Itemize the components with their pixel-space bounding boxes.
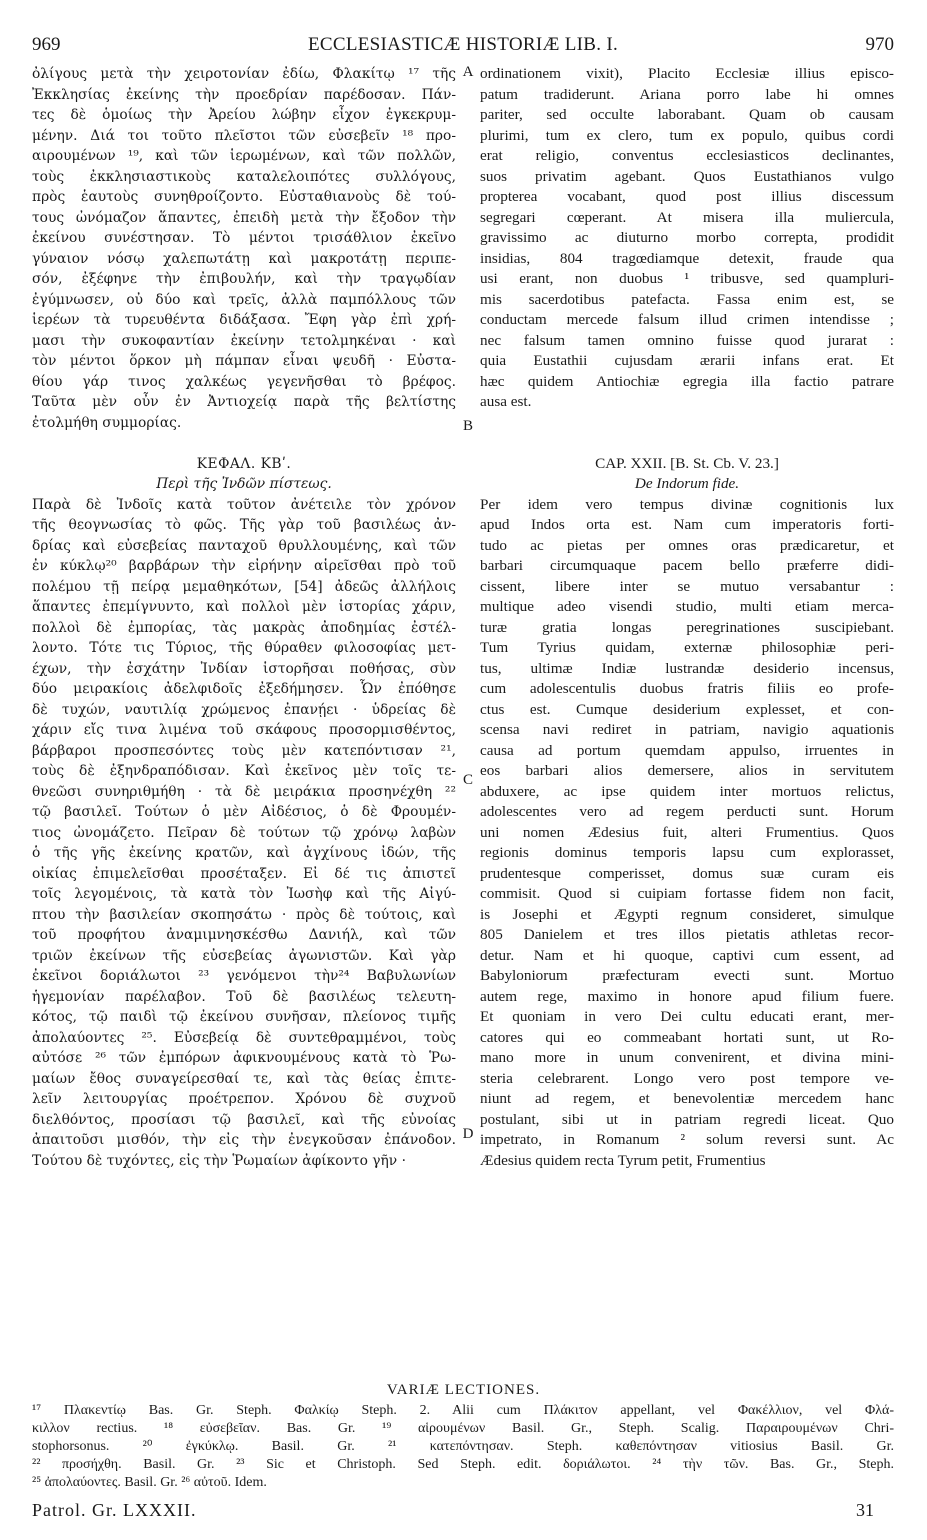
latin-text-line: prudentesque comperisset, domus suæ curam eis — [480, 864, 894, 882]
greek-text-line: ΚΕΦΑΛ. ΚΒʹ. — [196, 455, 292, 472]
latin-text-line: segregari cœperant. At misera illa muliercula, — [480, 208, 894, 226]
latin-text-line: Babyloniorum præfecturam evecti sunt. Mortuo — [480, 967, 894, 984]
variant-note-line: ²² προσήχθη. Basil. Gr. ²³ Sic et Christoph. Sed Steph. edit. δοριάλωτοι. ²⁴ τὴν τῶν. Bas. Gr., Steph. — [32, 1457, 894, 1472]
footer-sheet-number: 31 — [856, 1500, 874, 1520]
greek-text-line: χάριν εἴς τινα λιμένα τοῦ σκάφους προσορμισθέντος, — [32, 722, 456, 738]
margin-letter-b: B — [462, 418, 473, 434]
greek-text-line: ἀπολαύοντες ²⁵. Εὐσεβείᾳ δὲ συντεθραμμένοι, τοὺς — [32, 1029, 456, 1046]
latin-text-line: nec falsum tamen omnino fuisse quod jurarat : — [480, 331, 894, 349]
greek-text-line: τριῶν ἐκείνων τῆς εὐσεβείας ἀγωνιστῶν. Καὶ γὰρ — [32, 947, 456, 964]
variant-note-line: κιλλον rectius. ¹⁸ εὐσεβεῖαν. Bas. Gr. ¹⁹ αἱρουμένων Basil. Gr., Steph. Scalig. Παραιρουμένων Chri- — [32, 1421, 894, 1436]
greek-text-line: λοντο. Τότε τις Τύριος, τῆς θύραθεν φιλοσοφίας μετ- — [32, 640, 456, 656]
latin-text-line: 805 Danielem et tres illos pietatis athletas recor- — [480, 926, 894, 943]
greek-text-line: θνεῶσι συνηριθμήθη · τὰ δὲ μειράκια προσηνέχθη ²² — [32, 783, 456, 800]
greek-text-line: ἡγεμονίαν παρέλαβον. Τοῦ δὲ βασιλέως τελευτη- — [32, 988, 456, 1005]
latin-text-line: ordinationem vixit), Placito Ecclesiæ illius episco- — [480, 65, 894, 82]
latin-text-line: turæ gratia longas peregrinationes suscipiebant. — [480, 618, 894, 636]
greek-text-line: Παρὰ δὲ Ἰνδοῖς κατὰ τοῦτον ἀνέτειλε τὸν χρόνον — [32, 496, 456, 513]
latin-text-line — [480, 433, 894, 454]
latin-text-line: quia Eustathii cujusdam ærarii infans erat. Et — [480, 352, 894, 369]
margin-letter-c: C — [462, 772, 473, 788]
latin-text-line: tudo ac pietas per omnes oras prædicaretur, et — [480, 536, 894, 554]
latin-text-line: barbari circumquaque pacem bello præferre didi- — [480, 557, 894, 574]
latin-text-line: causa ad portum quemdam appulso, irruentes in — [480, 741, 894, 759]
latin-text-line: cissent, libere inter se mutuo versabantur : — [480, 577, 894, 595]
greek-text-line: ἐτολμήθη συμμορίας. — [32, 414, 182, 431]
greek-text-line: πολέμου τῇ πείρᾳ μεμαθηκότων, [54] ἀδεῶς ἀλλήλοις — [32, 578, 456, 595]
variant-note-line: ¹⁷ Πλακεντίῳ Bas. Gr. Steph. Φαλκίῳ Steph. 2. Alii cum Πλάκιτον appellant, vel Φακέλλιον, vel Φλά- — [32, 1403, 894, 1418]
greek-text-line: πτου τὴν βασιλείαν σκοπησάτω · πρὸς δὲ τούτοις, καὶ — [32, 906, 456, 923]
footer-volume: Patrol. Gr. LXXXII. — [32, 1500, 197, 1520]
page-footer — [32, 1500, 894, 1524]
greek-text-line: μαίων ἔθος συναγείρεσθαί τε, καὶ τὰς θείας ἐπιτε- — [32, 1070, 456, 1087]
greek-text-line: ὀλίγους μετὰ τὴν χειροτονίαν ἐδίω, Φλακίτῳ ¹⁷ τῆς — [32, 66, 456, 82]
latin-text-line: Ædesius quidem recta Tyrum petit, Frumentius — [480, 1151, 766, 1169]
greek-text-line: τῆς θεογνωσίας τὸ φῶς. Τῆς γὰρ τοῦ βασιλέως ἀν- — [32, 517, 456, 533]
latin-text-line: eos barbari alios demersere, alios in servitutem — [480, 762, 894, 779]
latin-text-line: ctus est. Cumque desiderium explesset, et con- — [480, 700, 894, 718]
latin-text-line: regionis dominus temporis lapsu cum explorasset, — [480, 844, 894, 861]
greek-text-line: διελθόντος, προσίασι τῷ βασιλεῖ, καὶ τῆς εὐνοίας — [32, 1111, 456, 1128]
latin-text-line: detur. Nam et hi quoque, captivi cum essent, ad — [480, 946, 894, 964]
greek-text-line: δὲ τυχών, ναυτιλίᾳ χρώμενος ἐπανῄει · ὑδρείας δὲ — [32, 701, 456, 718]
latin-text-line: mis sacerdotibus patefacta. Fassa enim est, se — [480, 290, 894, 308]
greek-text-line: έχων, τὴν ἐσχάτην Ἰνδίαν ἱστορῆσαι ποθήσας, σὺν — [32, 660, 456, 677]
running-title: ECCLESIASTICÆ HISTORIÆ LIB. I. — [307, 34, 619, 55]
greek-text-line: δύο μειρακίοις ἀδελφιδοῖς ἐξεδήμησεν. Ὧν ἐπόθησε — [32, 681, 456, 697]
greek-text-line: αὐτόσε ²⁶ τῶν ἐμπόρων ἀφικνουμένους κατὰ τὸ Ῥω- — [32, 1050, 456, 1066]
latin-text-line: adolescentes vero ad regem perducti sunt. Horum — [480, 803, 894, 820]
greek-text-line: Τούτου δὲ τυχόντες, εἰς τὴν Ῥωμαίων ἀφίκοντο γῆν · — [32, 1152, 406, 1169]
greek-text-line: Περὶ τῆς Ἰνδῶν πίστεως. — [156, 476, 332, 492]
latin-text-line: is Josephi et Ægypti regnum consideret, simulque — [480, 905, 894, 923]
greek-text-line: πρὸς ἑαυτοὺς συνηθροίζοντο. Εὐσταθιανοὺς δὲ τού- — [32, 189, 456, 205]
greek-text-line: Ἐκκλησίας ἐκείνης τὴν προεδρίαν παρέδοσαν. Πάν- — [32, 86, 456, 103]
greek-text-line: κότος, τῷ παιδὶ τῷ ἐκείνου συνῆσαν, πλείονος τιμῆς — [32, 1009, 456, 1025]
latin-text-line: ausa est. — [480, 393, 532, 410]
greek-text-line: ἀπαιτοῦσι μισθόν, τὴν εἰς τὴν ἐνεγκοῦσαν ἐπάνοδον. — [32, 1132, 456, 1148]
latin-text-line: erat religio, conventus ecclesiasticos declinantes, — [480, 147, 894, 164]
greek-column — [32, 64, 456, 1171]
latin-text-line: plurimi, tum ex clero, tum ex populo, quibus cordi — [480, 126, 894, 144]
greek-text-line: μασι τὴν συκοφαντίαν ἐκείνην τετολμηκέναι · καὶ — [32, 332, 456, 349]
latin-text-line: Tum Tyrius quidam, externæ philosophiæ peri- — [480, 639, 894, 656]
greek-text-line: τὸν μέντοι ὅρκον μὴ πάμπαν εἶναι ψευδῆ · Εὐστα- — [32, 353, 456, 369]
latin-text-line: uni nomen Ædesius fuit, alteri Frumentius. Quos — [480, 823, 894, 841]
greek-text-line: αιρουμένων ¹⁹, καὶ τῶν ἱερωμένων, καὶ τῶν πολλῶν, — [32, 148, 456, 164]
latin-text-line: patum tradiderunt. Ariana porro labe hi omnes — [480, 85, 894, 103]
greek-text-line: δρίας καὶ εὐσεβείας πανταχοῦ θρυλλουμένης, καὶ τῶν — [32, 537, 456, 554]
greek-text-line: τοὺς ἐκκλησιαστικοὺς καταλελοιπότες συλλόγους, — [32, 168, 456, 185]
greek-text-line: τες δὲ ὁμοίως τὴν Ἀρείου λώβην εἶχον ἐγκεκρυμ- — [32, 107, 456, 123]
latin-text-line: usi erant, non duobus ¹ tribusve, sed quampluri- — [480, 270, 894, 287]
greek-text-line: τῷ βασιλεῖ. Τούτων ὁ μὲν Αἰδέσιος, ὁ δὲ Φρουμέν- — [32, 804, 456, 820]
latin-text-line: hæc quidem Antiochiæ egregia illa factio patrare — [480, 372, 894, 390]
greek-text-line: ἱερέων τὰ τυρευθέντα διδάξασα. Ἔφη γὰρ ἐπὶ χρή- — [32, 312, 456, 328]
greek-text-line: λεῖν λειτουργίας προέτρεπον. Χρόνου δὲ συχνοῦ — [32, 1091, 456, 1107]
latin-text-line: multique adeo visendi studio, multi etiam merca- — [480, 598, 894, 615]
greek-text-line: ἅπαντες ἐπεμίγνυντο, καὶ πολλοὶ μὲν ἱστορίας χάριν, — [32, 599, 456, 615]
latin-text-line: apud Indos orta est. Nam cum imperatoris forti- — [480, 516, 894, 533]
greek-text-line: τιος ὠνομάζετο. Πεῖραν δὲ τούτων τῷ χρόνῳ λαβὼν — [32, 824, 456, 841]
variant-note-line: ²⁵ ἀπολαύοντες. Basil. Gr. ²⁶ αὐτοῦ. Idem. — [32, 1475, 267, 1490]
latin-text-line: conductam mercede falsum illud crimen intendisse ; — [480, 311, 894, 328]
greek-text-line: μένην. Διά τοι τοῦτο πλεῖστοι τῶν εὐσεβεῖν ¹⁸ προ- — [32, 127, 456, 144]
latin-text-line: autem rege, maximo in honore apud filium fuere. — [480, 987, 894, 1005]
greek-text-line: ἐκεῖνοι δοριάλωτοι ²³ γενόμενοι τὴν²⁴ Βαβυλωνίων — [32, 968, 456, 984]
latin-text-line: Et quoniam in vero Dei cultu educati erant, mer- — [480, 1008, 894, 1025]
latin-text-line: commisit. Quod si cuipiam fortasse fidem non facit, — [480, 885, 894, 902]
page-number-left: 969 — [32, 34, 61, 55]
latin-text-line: Per idem vero tempus divinæ cognitionis lux — [480, 495, 894, 513]
page-number-right: 970 — [865, 34, 894, 55]
latin-text-line: cum adolescentulis duobus fratris filiis eo profe- — [480, 680, 894, 697]
latin-text-line: niunt ad regem, et benevolentiæ mercedem hanc — [480, 1090, 894, 1107]
greek-text-line: πολλοὶ δὲ ἐμπορίας, τὰς μακρὰς ἀποδημίας ἐστέλ- — [32, 619, 456, 636]
greek-text-line: σόν, ἐξέφηνε τὴν ἐπιβουλήν, καὶ τὴν τραγῳδίαν — [32, 271, 456, 287]
greek-text-line: ἐκείνου συνέστησαν. Τὸ μέντοι τρισάθλιον ἐκεῖνο — [32, 230, 456, 246]
variant-note-line: stophorsonus. ²⁰ ἐγκύκλῳ. Basil. Gr. ²¹ κατεπόντησαν. Steph. καθεπόντησαν vitiosius Basil. Gr. — [32, 1439, 894, 1454]
latin-column — [480, 64, 894, 1171]
latin-text-line: CAP. XXII. [B. St. Cb. V. 23.] — [595, 454, 779, 472]
latin-text-line: scensa navi rediret in patriam, navigio aquationis — [480, 721, 894, 738]
greek-text-line: οἰκίας ἐπιμελεῖσθαι προσέταξεν. Εἰ δέ τις ἀπιστεῖ — [32, 865, 456, 882]
greek-text-line: τους ὠνόμαζον ἅπαντες, ἐπειδὴ μετὰ τὴν ἔξοδον τὴν — [32, 209, 456, 226]
greek-text-line: θίου γάρ τινος χαλκέως γεγενῆσθαι τὸ βρέφος. — [32, 373, 456, 390]
greek-text-line — [32, 433, 456, 454]
latin-text-line: De Indorum fide. — [634, 475, 740, 492]
variae-lectiones-notes — [32, 1402, 894, 1492]
margin-letter-d: D — [462, 1126, 474, 1142]
greek-text-line: τοῖς λεγομένοις, τὰ κατὰ τὸν Ἰωσὴφ καὶ τῆς Αἰγύ- — [32, 886, 456, 902]
greek-text-line: ὁ τῆς γῆς ἐκείνης κρατῶν, καὶ ἀγχίνους ἰδών, τῆς — [32, 845, 456, 861]
latin-text-line: catores qui eo commeabant hortati sunt, ut Ro- — [480, 1028, 894, 1046]
margin-letter-a: A — [462, 64, 474, 80]
latin-text-line: steria celebrarent. Longo vero post tempore ve- — [480, 1069, 894, 1087]
greek-text-line: τοὺς δὲ ἐξηνδραπόδισαν. Καὶ ἐκεῖνος μὲν τοῖς τε- — [32, 763, 456, 779]
latin-text-line: suos privatim agebant. Quos Eustathianos vulgo — [480, 167, 894, 185]
greek-text-line: γύναιον νόσῳ χαλεπωτάτῃ καὶ μακροτάτῃ περιπε- — [32, 250, 456, 267]
greek-text-line: τοῦ προφήτου ἀναμιμνησκέσθω Δανιήλ, καὶ τῶν — [32, 927, 456, 943]
latin-text-line: abduxere, ac ipse quidem inter mortuos relictus, — [480, 782, 894, 800]
running-header — [32, 34, 894, 60]
latin-text-line: insidias, 804 tragœdiamque detexit, fraude qua — [480, 249, 894, 267]
latin-text-line: pariter, sed occulte laborabant. Quam ob causam — [480, 106, 894, 123]
latin-text-line: impetrato, in Romanum ² solum reversi sunt. Ac — [480, 1131, 894, 1148]
latin-text-line: postulant, sibi ut in patriam regredi liceat. Quo — [480, 1110, 894, 1128]
latin-text-line: propterea vocabant, quod post illius discessum — [480, 188, 894, 205]
latin-text-line: tus, ultimæ Indiæ lustrandæ desiderio incensus, — [480, 659, 894, 677]
greek-text-line: ἐγύμνωσεν, οὐ δύο καὶ τρεῖς, ἀλλὰ παμπόλλους τῶν — [32, 291, 456, 308]
greek-text-line: ἐν κύκλῳ²⁰ βαρβάρων τὴν εἰρήνην αἱρεῖσθαι πρὸ τοῦ — [32, 558, 456, 574]
greek-text-line: Ταῦτα μὲν οὖν ἐν Ἀντιοχείᾳ παρὰ τῆς βελτίστης — [32, 394, 456, 410]
greek-text-line: βάρβαροι προσπεσόντες τοὺς μὲν κατεπόντισαν ²¹, — [32, 742, 456, 759]
latin-text-line — [480, 413, 894, 434]
variae-lectiones-title: VARIÆ LECTIONES. — [386, 1382, 541, 1398]
latin-text-line: mano more in unum convenirent, et divina mini- — [480, 1049, 894, 1066]
latin-text-line: gravissimo ac diuturno morbo correpta, prodidit — [480, 229, 894, 246]
